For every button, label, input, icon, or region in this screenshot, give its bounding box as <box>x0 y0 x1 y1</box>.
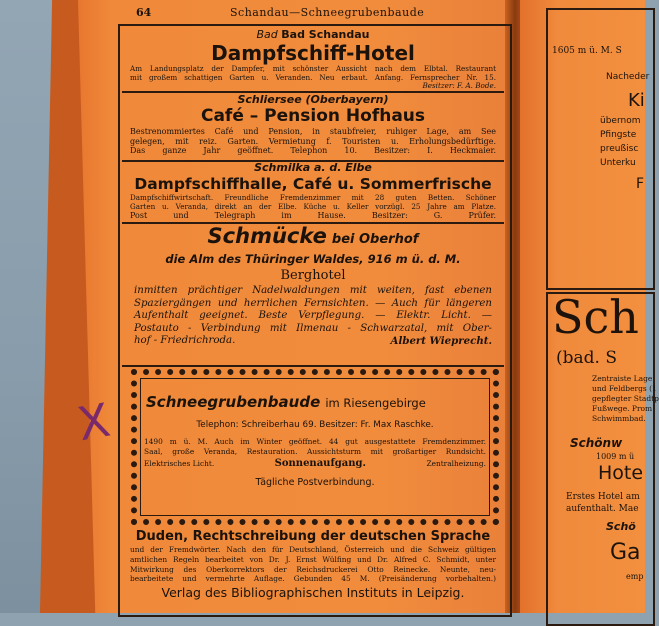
right-text: (bad. S <box>556 348 617 368</box>
ad1-owner: Besitzer: F. A. Bode. <box>422 81 496 91</box>
right-text: 1009 m ü <box>596 452 635 461</box>
ad3-name: Dampfschiffhalle, Café u. Sommerfrische <box>134 175 492 193</box>
right-text: Hote <box>598 462 644 484</box>
ad4-subtitle: die Alm des Thüringer Waldes, 916 m ü. d. M. <box>165 252 461 266</box>
right-text: Fußwege. Prom <box>592 404 653 413</box>
ad1-text1: Am Landungsplatz der Dampfer, mit schönster Aussicht nach dem Elbtal. Restaurant <box>130 64 496 73</box>
right-text: Sch <box>552 290 639 344</box>
ad2-name: Café – Pension Hofhaus <box>200 106 426 126</box>
ad4-line1: inmitten prächtiger Nadelwaldungen mit weiten, fast ebenen <box>134 285 492 296</box>
ad4-line3: Aufenthalt geeignet. Beste Verpflegung. — Elektr. Licht. — <box>134 310 492 322</box>
right-text: Erstes Hotel am <box>566 492 640 502</box>
page-number: 64 <box>136 6 152 19</box>
ad5-text1: 1490 m ü. M. Auch im Winter geöffnet. 44 gut ausgestattete Fremdenzimmer. <box>144 437 486 446</box>
ad6-text4: bearbeitete und vermehrte Auflage. Gebunden 45 M. (Preisänderung vorbehalten.) <box>130 574 496 584</box>
ad6-name: Duden, Rechtschreibung der deutschen Sprache <box>135 529 491 544</box>
ad6-text1: und der Fremdwörter. Nach den für Deutschland, Österreich und die Schweiz gültigen <box>130 545 496 554</box>
ad1-name: Dampfschiff-Hotel <box>211 41 415 65</box>
right-text: Unterku <box>600 158 636 168</box>
ad5-text4: Tägliche Postverbindung. <box>255 477 375 488</box>
ad-cafe-hofhaus <box>122 93 504 156</box>
right-text: F <box>636 176 645 192</box>
running-title: Schandau—Schneegrubenbaude <box>230 6 425 19</box>
ad-dampfschiff-hotel: Bad Bad Schandau Dampfschiff-Hotel Am Landungsplatz der Dampfer, mit schönster Aussicht nach dem Elbtal. Restaurant mit großem schattigen Garten u. Veranden. Neu erbaut. Anfang. Fernsprecher Nr. 15. Besitzer: F. A. Bode. <box>122 28 504 91</box>
ad3-text2: Garten u. Veranda, direkt an der Elbe. Küche u. Keller vorzügl. 25 Jahre am Platze. <box>130 201 496 211</box>
right-text: aufenthalt. Mae <box>566 504 639 514</box>
ad5-contact: Telephon: Schreiberhau 69. Besitzer: Fr. Max Raschke. <box>196 420 434 430</box>
separator <box>122 365 504 367</box>
ad3-text3: Post und Telegraph im Hause. Besitzer: G. Prüfer. <box>130 211 496 221</box>
right-text: preußisc <box>600 144 639 154</box>
right-text: 1605 m ü. M. S <box>552 46 622 56</box>
right-text: Ga <box>610 540 641 565</box>
right-text: Pfingste <box>600 130 637 140</box>
right-text: Zentraiste Lage <box>592 374 653 383</box>
ad-schneegrubenbaude <box>140 392 490 495</box>
ad1-text2: mit großem schattigen Garten u. Veranden. Neu erbaut. Anfang. Fernsprecher Nr. 15. <box>130 72 496 82</box>
ad-duden <box>122 528 504 602</box>
ad2-text1: Bestrenommiertes Café und Pension, in staubfreier, ruhiger Lage, am See <box>130 127 496 136</box>
ad5-text3-left: Elektrisches Licht. <box>144 459 215 468</box>
ad2-text2: gelegen, mit reiz. Garten. Vermietung f. Touristen u. Erholungsbedürftige. <box>130 136 496 146</box>
right-text: Ki <box>628 90 645 111</box>
right-text: Schönw <box>570 436 623 450</box>
ad2-place: Schliersee (Oberbayern) <box>237 93 389 106</box>
right-text: übernom <box>600 116 641 126</box>
ad-dampfschiffhalle <box>122 161 504 221</box>
right-text: Nacheder <box>606 72 650 82</box>
ad6-text3: Mitwirkung des Oberkorrektors der Reichsdruckerei Otto Reinecke. Neunte, neu- <box>130 564 496 574</box>
ad5-place: Schneegrubenbaude <box>146 393 321 411</box>
right-text: und Feldbergs (1 <box>592 384 657 393</box>
ad5-place-suffix: im Riesengebirge <box>325 396 426 410</box>
ad5-text3-right: Zentralheizung. <box>426 459 486 468</box>
ad4-line4: Postauto - Verbindung mit Ilmenau - Schwarzatal, mit Ober- <box>134 322 492 334</box>
handwritten-x-mark: X <box>73 392 114 452</box>
right-text: emp <box>626 572 644 581</box>
ad4-name: Berghotel <box>280 268 346 283</box>
right-text: Schwimmbad. <box>592 414 646 423</box>
ad4-owner: Albert Wieprecht. <box>390 335 492 348</box>
ad-schmuecke-berghotel <box>122 224 504 348</box>
ad5-text2: Saal, große Veranda, Restauration. Aussichtsturm mit großartiger Rundsicht. <box>144 447 486 456</box>
right-text: Schö <box>606 520 636 533</box>
ad6-text2: amtlichen Regeln bearbeitet von Dr. J. Ernst Wülfing und Dr. Alfred C. Schmidt, unter <box>130 554 496 564</box>
ad4-line5: hof - Friedrichroda. <box>134 335 236 347</box>
ad2-text3: Das ganze Jahr geöffnet. Telephon 10. Besitzer: I. Heckmaier. <box>130 146 496 155</box>
ad1-place: Bad Schandau <box>281 28 370 41</box>
ad3-text1: Dampfschiffwirtschaft. Freundliche Fremdenzimmer mit 28 guten Betten. Schöner <box>130 193 496 202</box>
ad4-place-suffix: bei Oberhof <box>331 232 419 247</box>
ad5-text3-mid: Sonnenaufgang. <box>274 458 366 469</box>
ad3-place: Schmilka a. d. Elbe <box>254 161 372 174</box>
right-text: gepflegter Stadtp <box>592 394 659 403</box>
ad4-place: Schmücke <box>207 224 327 248</box>
ad6-publisher: Verlag des Bibliographischen Instituts in Leipzig. <box>161 585 465 601</box>
ad4-line2: Spaziergängen und herrlichen Fernsichten. — Auch für längeren <box>134 297 492 309</box>
